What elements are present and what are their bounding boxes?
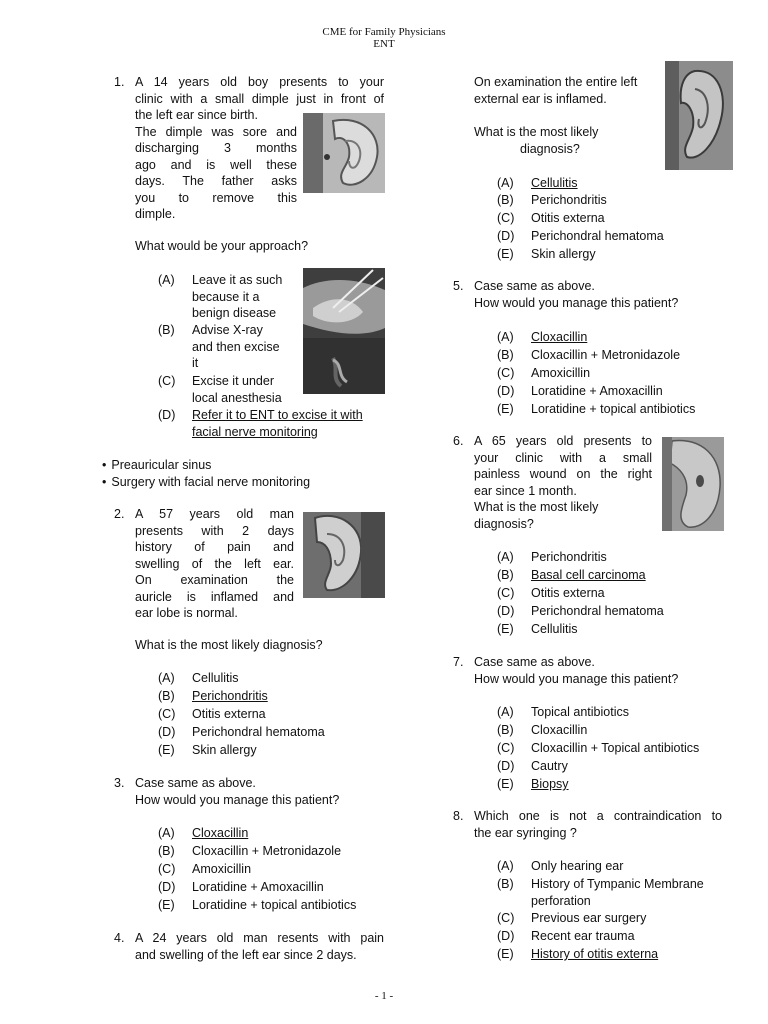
option-e: (E) Loratidine + topical antibiotics — [158, 898, 357, 912]
option-b: (B) Perichondritis — [497, 193, 607, 207]
option-d: (D) Perichondral hematoma — [158, 725, 325, 739]
page-number: - 1 - — [374, 990, 394, 1002]
header-title: CME for Family Physicians — [322, 26, 446, 38]
question-number: 7. — [453, 655, 464, 669]
ear-dimple-photo — [303, 113, 385, 193]
question-stem: Case same as above. How would you manage this patient? — [474, 279, 679, 310]
question-stem: Case same as above. How would you manage this patient? — [474, 655, 679, 686]
option-a: (A) Perichondritis — [497, 550, 607, 564]
surgery-photo — [303, 268, 385, 394]
option-d: (D) Cautry — [497, 759, 568, 773]
option-d: (D) Loratidine + Amoxacillin — [497, 384, 663, 398]
option-a-correct: (A) Cloxacillin — [158, 826, 249, 840]
option-a: (A) Only hearing ear — [497, 859, 624, 873]
option-e: (E) Cellulitis — [497, 622, 578, 636]
question-prompt: What would be your approach? — [135, 239, 309, 253]
question-number: 3. — [114, 776, 125, 790]
bullet-item: • Surgery with facial nerve monitoring — [102, 474, 310, 491]
question-number: 4. — [114, 931, 125, 945]
question-number: 8. — [453, 809, 464, 823]
option-c: (C) Previous ear surgery — [497, 911, 647, 925]
header-subtitle: ENT — [373, 38, 395, 50]
option-a: (A) Topical antibiotics — [497, 705, 629, 719]
option-c: (C) Otitis externa — [158, 707, 266, 721]
ear-photo-icon — [665, 61, 733, 170]
option-c: (C) Otitis externa — [497, 211, 605, 225]
option-e-correct: (E) History of otitis externa — [497, 947, 659, 961]
option-b: (B) History of Tympanic Membrane perforation — [497, 877, 704, 908]
option-c: (C) Amoxicillin — [158, 862, 252, 876]
option-b: (B) Cloxacillin + Metronidazole — [158, 844, 342, 858]
option-a-correct: (A) Cellulitis — [497, 176, 578, 190]
question-prompt: What is the most likely diagnosis? — [135, 638, 323, 652]
surgery-photo-icon — [303, 268, 385, 394]
option-e: (E) Skin allergy — [158, 743, 257, 757]
option-b: (B) Cloxacillin — [497, 723, 588, 737]
ear-photo-icon — [662, 437, 724, 531]
option-b-correct: (B) Basal cell carcinoma — [497, 568, 646, 582]
ear-photo-icon — [303, 113, 385, 193]
option-a: (A) Leave it as such because it a benign disease — [158, 273, 283, 320]
question-stem: A 24 years old man resents with pain and swelling of the left ear since 2 days. — [135, 931, 384, 962]
question-stem-continued: On examination the entire left external ear is inflamed. — [474, 75, 638, 106]
answer-bullets — [102, 457, 310, 491]
question-stem: A 57 years old man presents with 2 days history of pain and swelling of the left ear. On examination the auricle is inflamed and ear lobe is normal. — [135, 507, 294, 620]
question-stem: Which one is not a contraindication to the ear syringing ? — [474, 809, 722, 840]
option-a-correct: (A) Cloxacillin — [497, 330, 588, 344]
question-number: 1. — [114, 75, 125, 89]
option-c: (C) Cloxacillin + Topical antibiotics — [497, 741, 700, 755]
question-stem: A 65 years old presents to your clinic with a small painless wound on the right ear since 1 month. What is the most likely diagnosis? — [474, 434, 652, 531]
ear-wound-photo — [662, 437, 724, 531]
option-d: (D) Loratidine + Amoxacillin — [158, 880, 324, 894]
bullet-item: • Preauricular sinus — [102, 457, 310, 474]
option-c: (C) Excise it under local anesthesia — [158, 374, 282, 405]
question-prompt: What is the most likely diagnosis? — [474, 125, 599, 156]
question-number: 5. — [453, 279, 464, 293]
option-b: (B) Advise X-ray and then excise it — [158, 323, 280, 370]
option-d-correct: (D) Refer it to ENT to excise it with facial nerve monitoring — [158, 408, 363, 439]
question-stem: Case same as above. How would you manage this patient? — [135, 776, 340, 807]
option-e-correct: (E) Biopsy — [497, 777, 569, 791]
option-d: (D) Recent ear trauma — [497, 929, 635, 943]
option-e: (E) Loratidine + topical antibiotics — [497, 402, 696, 416]
inflamed-external-ear-photo — [665, 61, 733, 170]
option-d: (D) Perichondral hematoma — [497, 229, 664, 243]
option-c: (C) Otitis externa — [497, 586, 605, 600]
question-number: 6. — [453, 434, 464, 448]
option-a: (A) Cellulitis — [158, 671, 239, 685]
question-stem: A 14 years old boy presents to your clinic with a small dimple just in front of — [135, 75, 384, 106]
option-e: (E) Skin allergy — [497, 247, 596, 261]
option-b-correct: (B) Perichondritis — [158, 689, 268, 703]
page-header — [0, 26, 768, 50]
ear-photo-icon — [303, 512, 385, 598]
option-c: (C) Amoxicillin — [497, 366, 591, 380]
question-number: 2. — [114, 507, 125, 521]
inflamed-auricle-photo — [303, 512, 385, 598]
option-d: (D) Perichondral hematoma — [497, 604, 664, 618]
question-stem-wrap: the left ear since birth. The dimple was sore and discharging 3 months ago and is well these days. The father asks you to remove this dimple. — [135, 108, 297, 221]
option-b: (B) Cloxacillin + Metronidazole — [497, 348, 681, 362]
